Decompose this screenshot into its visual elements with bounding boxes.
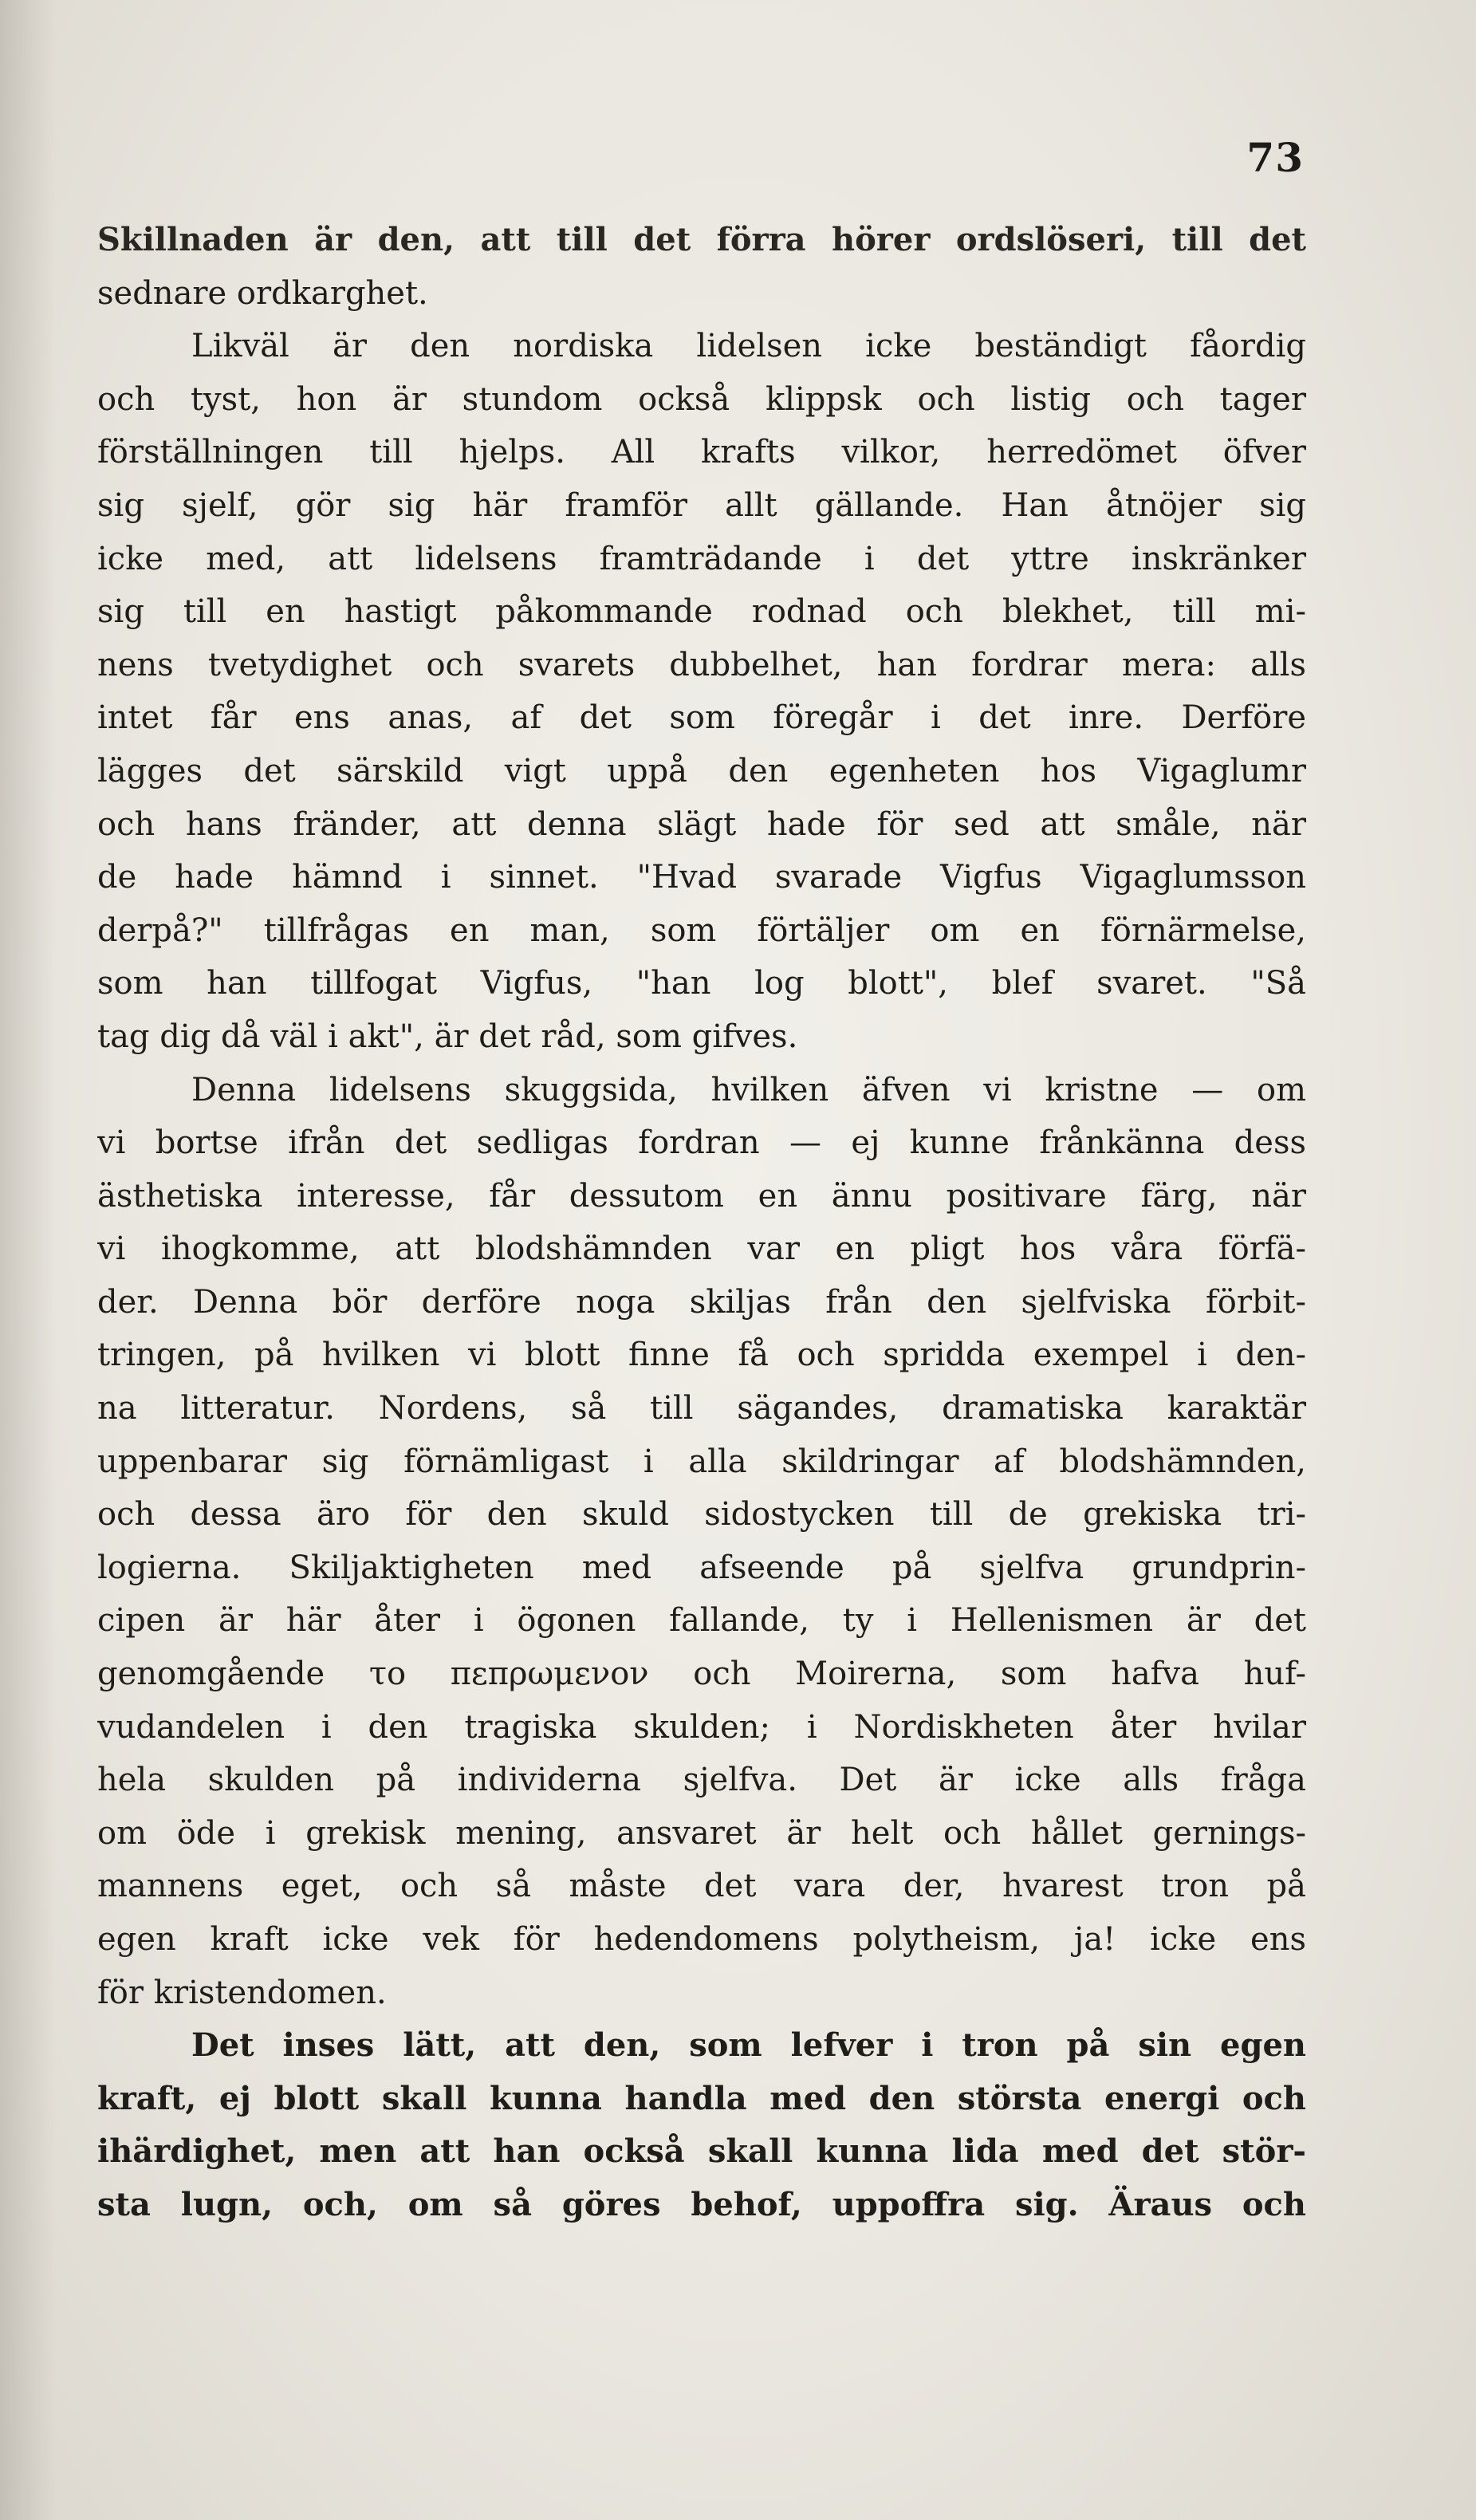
- text-line: och dessa äro för den skuld sidostycken till de grekiska tri-: [97, 1496, 1306, 1534]
- gutter-shadow: [0, 0, 56, 2520]
- text-line: uppenbarar sig förnämligast i alla skildringar af blodshämnden,: [97, 1443, 1306, 1480]
- text-line: cipen är här åter i ögonen fallande, ty i Hellenismen är det: [97, 1602, 1306, 1640]
- text-line: som han tillfogat Vigfus, "han log blott", blef svaret. "Så: [97, 965, 1306, 1002]
- text-line: Det inses lätt, att den, som lefver i tron på sin egen: [191, 2026, 1306, 2065]
- text-line: sig sjelf, gör sig här framför allt gällande. Han åtnöjer sig: [97, 486, 1306, 524]
- text-line: hela skulden på individerna sjelfva. Det är icke alls fråga: [97, 1762, 1306, 1799]
- text-line: de hade hämnd i sinnet. "Hvad svarade Vigfus Vigaglumsson: [97, 859, 1306, 896]
- text-line: Likväl är den nordiska lidelsen icke beständigt fåordig: [191, 328, 1306, 365]
- text-line: tag dig då väl i akt", är det råd, som gifves.: [97, 1018, 798, 1055]
- text-line: der. Denna bör derföre noga skiljas från den sjelfviska förbit-: [97, 1283, 1306, 1321]
- text-line: nens tvetydighet och svarets dubbelhet, han fordrar mera: alls: [97, 646, 1306, 683]
- text-line: vudandelen i den tragiska skulden; i Nordiskheten åter hvilar: [97, 1708, 1306, 1746]
- body-text: [97, 214, 1306, 2232]
- text-line: förställningen till hjelps. All krafts vilkor, herredömet öfver: [97, 434, 1306, 471]
- text-line: om öde i grekisk mening, ansvaret är helt och hållet gernings-: [97, 1814, 1306, 1852]
- text-line: sta lugn, och, om så göres behof, uppoffra sig. Äraus och: [97, 2185, 1306, 2223]
- text-line: Skillnaden är den, att till det förra hörer ordslöseri, till det: [97, 221, 1306, 258]
- text-line: genomgående το πεπρωμενον och Moirerna, som hafva huf-: [97, 1656, 1306, 1693]
- text-line: och tyst, hon är stundom också klippsk och listig och tager: [97, 380, 1306, 418]
- text-line: logierna. Skiljaktigheten med afseende på sjelfva grundprin-: [97, 1549, 1306, 1586]
- text-line: intet får ens anas, af det som föregår i det inre. Derföre: [97, 699, 1306, 737]
- text-line: ästhetiska interesse, får dessutom en ännu positivare färg, när: [97, 1177, 1306, 1215]
- text-line: egen kraft icke vek för hedendomens polytheism, ja! icke ens: [97, 1921, 1306, 1958]
- text-line: sednare ordkarghet.: [97, 274, 428, 312]
- text-line: icke med, att lidelsens framträdande i det yttre inskränker: [97, 540, 1306, 577]
- text-line: och hans fränder, att denna slägt hade för sed att småle, när: [97, 805, 1306, 843]
- page-number: 73: [1246, 134, 1304, 181]
- text-line: vi ihogkomme, att blodshämnden var en pligt hos våra förfä-: [97, 1230, 1306, 1268]
- text-line: derpå?" tillfrågas en man, som förtäljer om en förnärmelse,: [97, 912, 1306, 949]
- text-line: sig till en hastigt påkommande rodnad och blekhet, till mi-: [97, 593, 1306, 631]
- text-line: för kristendomen.: [97, 1974, 387, 2011]
- text-line: ihärdighet, men att han också skall kunna lida med det stör-: [97, 2132, 1306, 2171]
- text-line: lägges det särskild vigt uppå den egenheten hos Vigaglumr: [97, 752, 1306, 789]
- text-line: na litteratur. Nordens, så till sägandes, dramatiska karaktär: [97, 1390, 1306, 1427]
- text-line: kraft, ej blott skall kunna handla med den största energi och: [97, 2079, 1306, 2117]
- text-line: vi bortse ifrån det sedligas fordran — ej kunne frånkänna dess: [97, 1124, 1306, 1162]
- text-line: tringen, på hvilken vi blott finne få och spridda exempel i den-: [97, 1337, 1306, 1374]
- text-line: Denna lidelsens skuggsida, hvilken äfven vi kristne — om: [191, 1071, 1306, 1108]
- text-line: mannens eget, och så måste det vara der, hvarest tron på: [97, 1868, 1306, 1905]
